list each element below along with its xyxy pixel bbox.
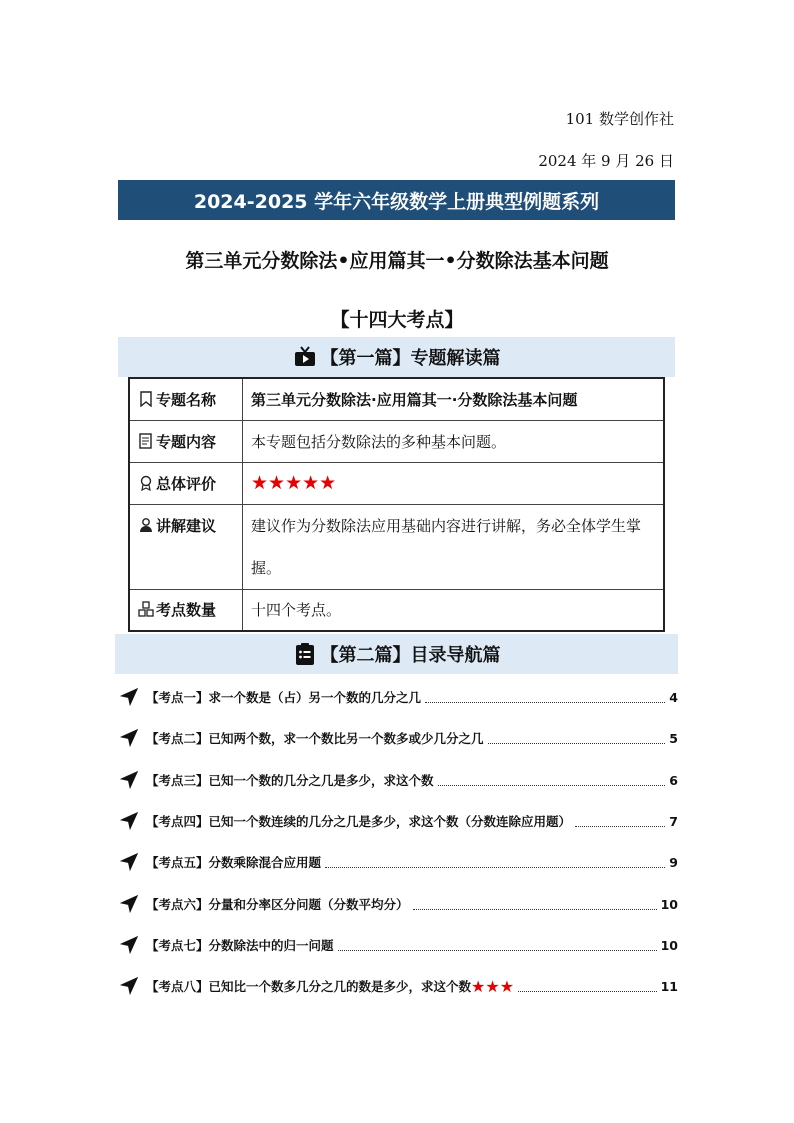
toc-page-number: 5 bbox=[669, 730, 678, 746]
document-icon bbox=[138, 433, 154, 449]
navigation-arrow-icon bbox=[118, 851, 140, 873]
row-key: 讲解建议 bbox=[129, 504, 243, 589]
navigation-arrow-icon bbox=[118, 810, 140, 832]
toc-item[interactable]: 【考点三】已知一个数的几分之几是多少，求这个数 6 bbox=[118, 766, 678, 794]
table-row bbox=[129, 589, 664, 631]
row-key: 总体评价 bbox=[129, 462, 243, 504]
section-two-header bbox=[115, 634, 678, 674]
row-value: 十四个考点。 bbox=[243, 589, 665, 631]
table-row bbox=[129, 420, 664, 462]
tv-icon bbox=[293, 345, 317, 369]
document-date: 2024 年 9 月 26 日 bbox=[538, 152, 674, 170]
toc-page-number: 10 bbox=[660, 896, 678, 912]
toc-item[interactable]: 【考点一】求一个数是（占）另一个数的几分之几 4 bbox=[118, 683, 678, 711]
navigation-arrow-icon bbox=[118, 975, 140, 997]
navigation-arrow-icon bbox=[118, 934, 140, 956]
rating-stars: ★★★★★ bbox=[251, 472, 337, 494]
blocks-icon bbox=[138, 601, 154, 617]
toc-page-number: 10 bbox=[660, 937, 678, 953]
row-value: 第三单元分数除法·应用篇其一·分数除法基本问题 bbox=[243, 378, 665, 420]
table-row bbox=[129, 378, 664, 420]
toc-page-number: 7 bbox=[669, 813, 678, 829]
toc-page-number: 11 bbox=[660, 978, 678, 994]
row-value bbox=[243, 462, 665, 504]
navigation-arrow-icon bbox=[118, 893, 140, 915]
row-key: 考点数量 bbox=[129, 589, 243, 631]
difficulty-stars: ★★★ bbox=[471, 976, 515, 996]
section-one-header bbox=[118, 337, 675, 377]
navigation-arrow-icon bbox=[118, 769, 140, 791]
clipboard-list-icon bbox=[293, 642, 317, 666]
table-row bbox=[129, 462, 664, 504]
navigation-arrow-icon bbox=[118, 727, 140, 749]
toc-item[interactable]: 【考点八】已知比一个数多几分之几的数是多少，求这个数 ★★★ 11 bbox=[118, 972, 678, 1000]
bookmark-icon bbox=[138, 391, 154, 407]
toc-item[interactable]: 【考点五】分数乘除混合应用题 9 bbox=[118, 848, 678, 876]
table-row bbox=[129, 504, 664, 589]
award-icon bbox=[138, 475, 154, 491]
row-key: 专题内容 bbox=[129, 420, 243, 462]
toc-page-number: 9 bbox=[669, 854, 678, 870]
toc-page-number: 6 bbox=[669, 772, 678, 788]
publisher-name: 101 数学创作社 bbox=[565, 110, 674, 128]
series-banner: 2024-2025 学年六年级数学上册典型例题系列 bbox=[118, 180, 675, 220]
toc-item[interactable]: 【考点二】已知两个数，求一个数比另一个数多或少几分之几 5 bbox=[118, 724, 678, 752]
topic-info-table bbox=[128, 377, 665, 632]
section-two-title: 【第二篇】目录导航篇 bbox=[320, 645, 501, 666]
row-value: 本专题包括分数除法的多种基本问题。 bbox=[243, 420, 665, 462]
row-value: 建议作为分数除法应用基础内容进行讲解，务必全体学生掌握。 bbox=[243, 504, 665, 589]
row-key: 专题名称 bbox=[129, 378, 243, 420]
toc-item[interactable]: 【考点七】分数除法中的归一问题 10 bbox=[118, 931, 678, 959]
toc-item[interactable]: 【考点六】分量和分率区分问题（分数平均分） 10 bbox=[118, 890, 678, 918]
toc-page-number: 4 bbox=[669, 689, 678, 705]
navigation-arrow-icon bbox=[118, 686, 140, 708]
document-subtitle: 第三单元分数除法•应用篇其一•分数除法基本问题 bbox=[185, 250, 609, 272]
kaodian-heading: 【十四大考点】 bbox=[330, 309, 464, 331]
toc-item[interactable]: 【考点四】已知一个数连续的几分之几是多少，求这个数（分数连除应用题） 7 bbox=[118, 807, 678, 835]
teacher-icon bbox=[138, 517, 154, 533]
section-one-title: 【第一篇】专题解读篇 bbox=[320, 348, 501, 369]
